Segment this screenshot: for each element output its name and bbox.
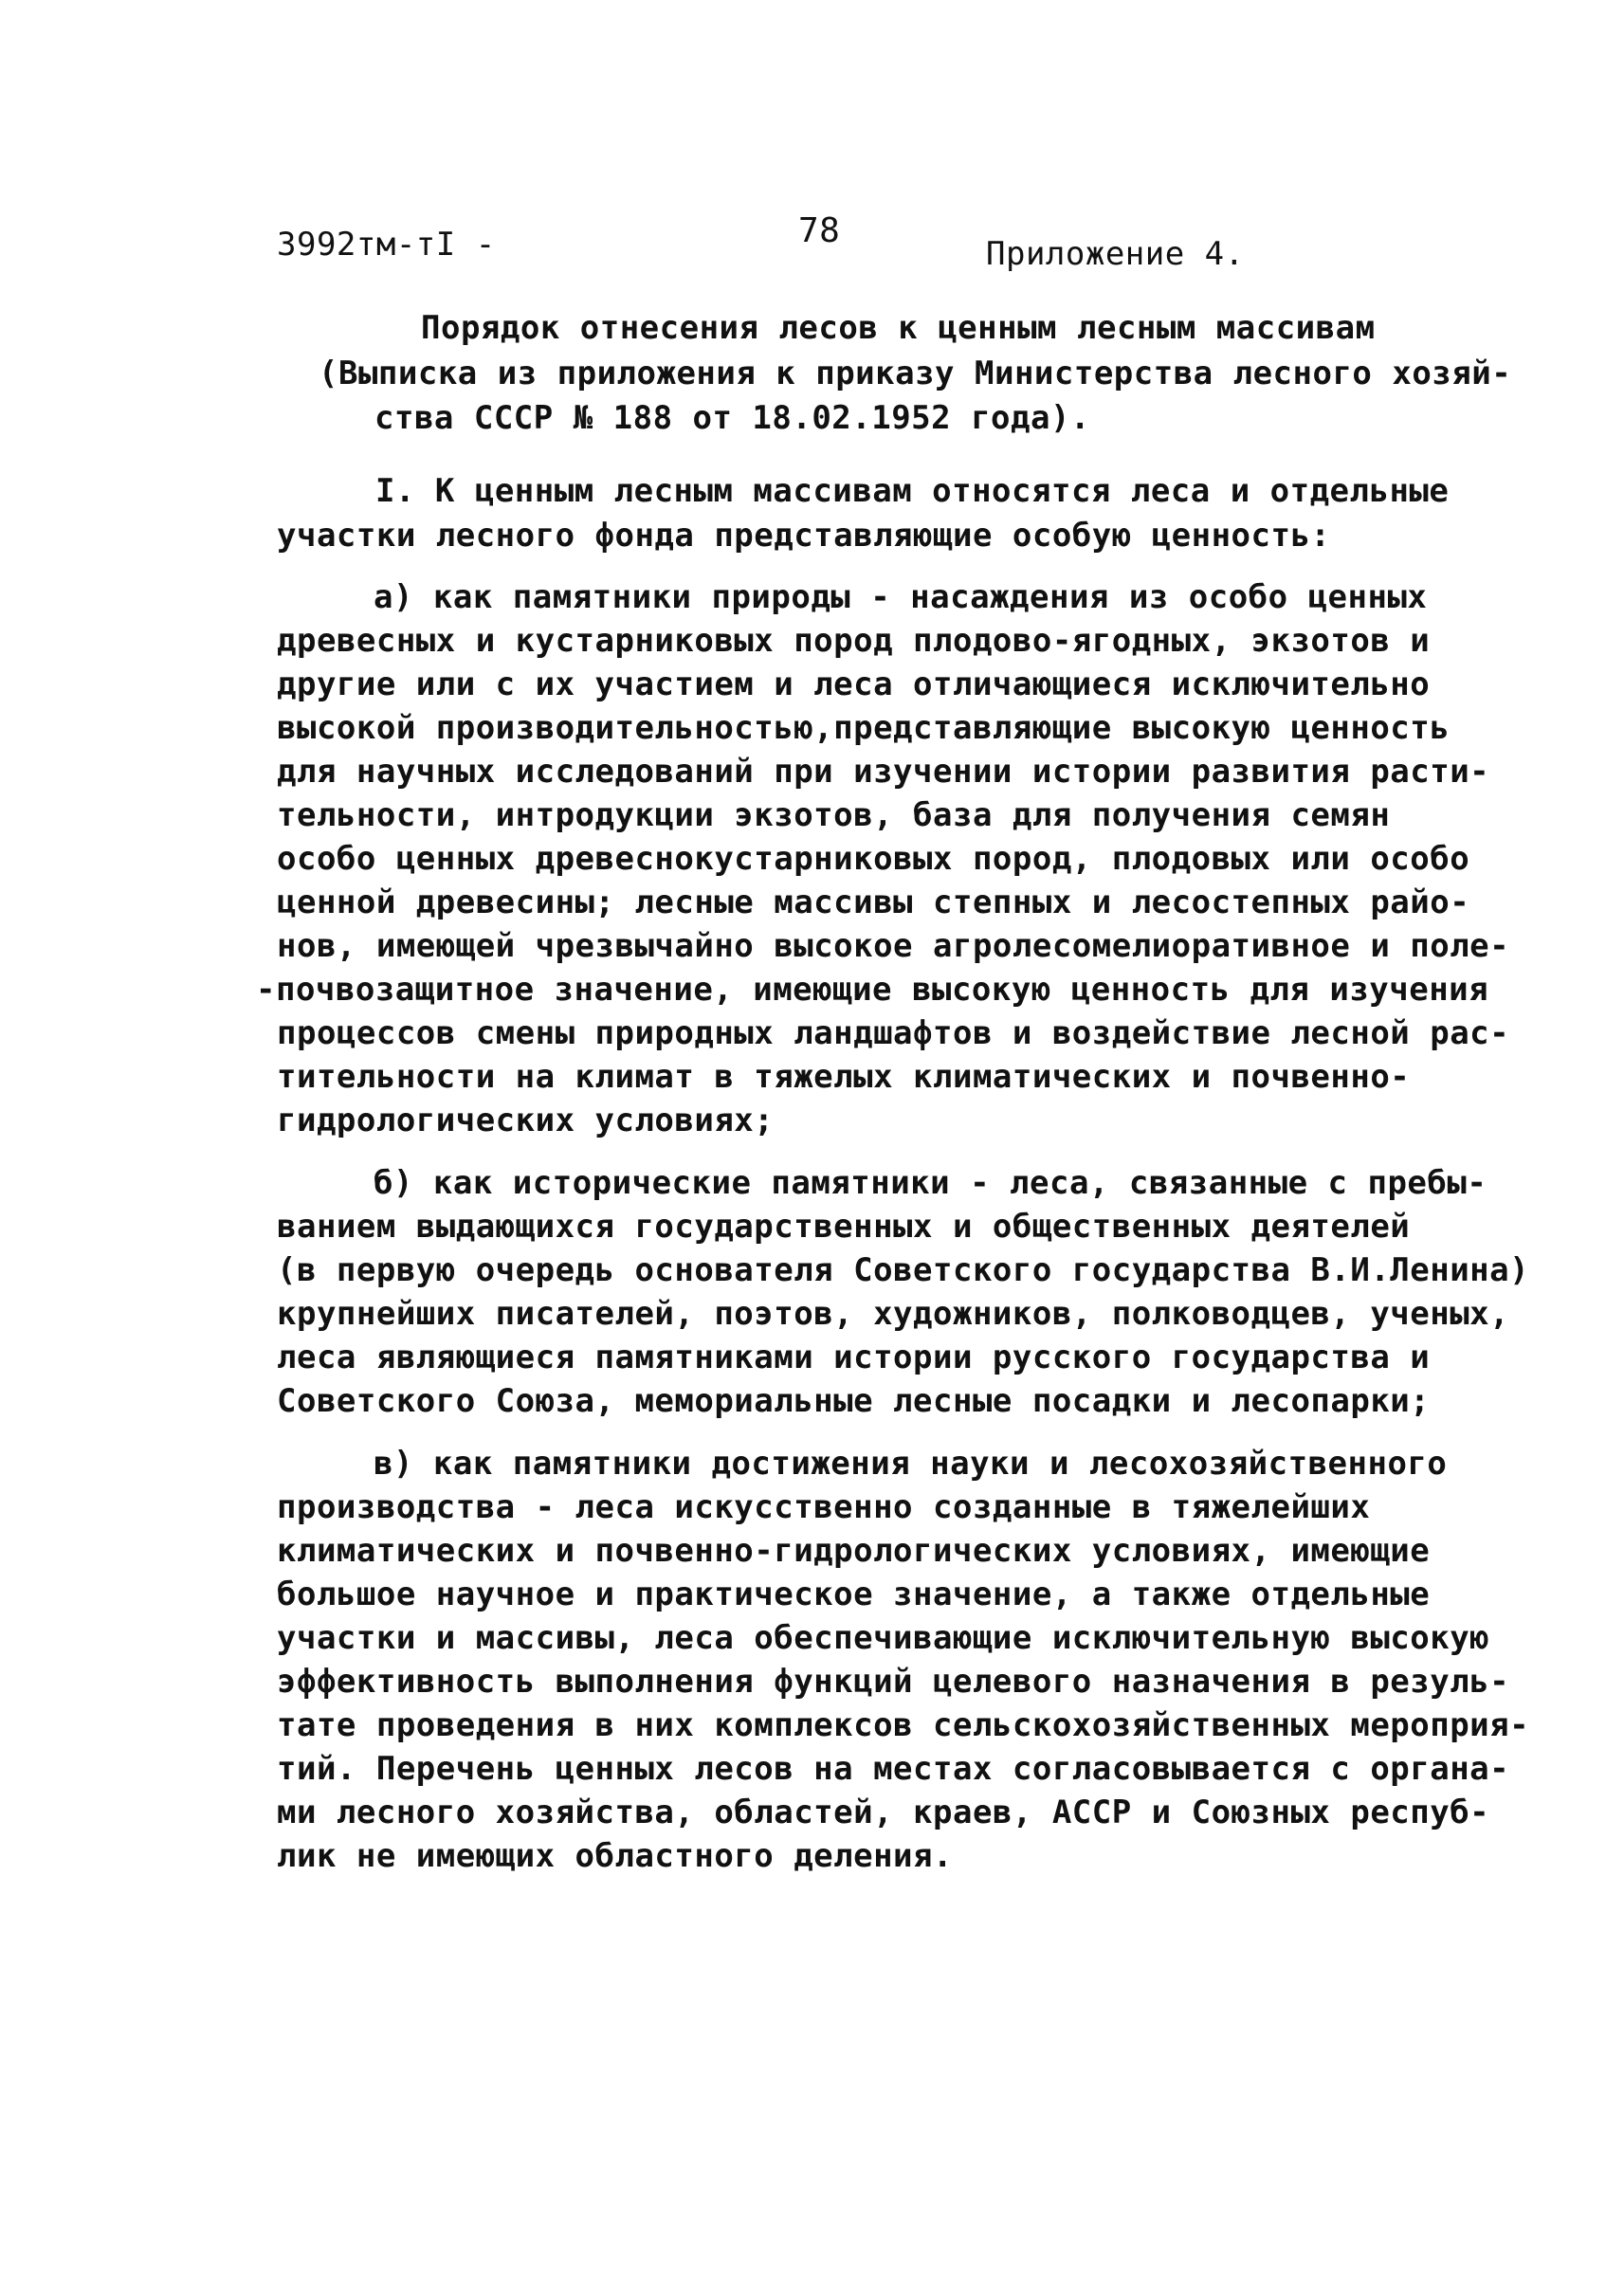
appendix-label: Приложение 4. [986,235,1245,273]
item-a-line: а) как памятники природы - насаждения из особо ценных [374,578,1428,616]
item-a-line: другие или с их участием и леса отличающиеся исключительно [277,665,1431,703]
title-line-3: ства СССР № 188 от 18.02.1952 года). [374,399,1090,437]
section1-line: участки лесного фонда представляющие особую ценность: [277,517,1331,555]
item-c-line: в) как памятники достижения науки и лесохозяйственного [374,1445,1448,1483]
item-a-line: ценной древесины; лесные массивы степных и лесостепных райо- [277,883,1470,921]
item-b-line: крупнейших писателей, поэтов, художников, полководцев, ученых, [277,1295,1510,1333]
title-line-2: (Выписка из приложения к приказу Министерства лесного хозяй- [319,355,1512,392]
item-b-line: ванием выдающихся государственных и общественных деятелей [277,1208,1411,1246]
item-b-line: Советского Союза, мемориальные лесные посадки и лесопарки; [277,1382,1431,1420]
item-c-line: участки и массивы, леса обеспечивающие исключительную высокую [277,1619,1490,1657]
item-c-line: большое научное и практическое значение, а также отдельные [277,1576,1431,1613]
item-a-line: нов, имеющей чрезвычайно высокое агролесомелиоративное и поле- [277,927,1510,965]
item-a-line: для научных исследований при изучении истории развития расти- [277,753,1490,791]
item-a-line: -почвозащитное значение, имеющие высокую ценность для изучения [256,971,1489,1009]
item-c-line: ми лесного хозяйства, областей, краев, АССР и Союзных респуб- [277,1794,1490,1831]
item-c-line: эффективность выполнения функций целевого назначения в резуль- [277,1663,1510,1701]
item-a-line: гидрологических условиях; [277,1102,775,1139]
item-a-line: тельности, интродукции экзотов, база для получения семян [277,796,1391,834]
item-a-line: тительности на климат в тяжелых климатических и почвенно- [277,1058,1411,1096]
item-a-line: древесных и кустарниковых пород плодово-ягодных, экзотов и [277,622,1431,660]
item-a-line: высокой производительностью,представляющие высокую ценность [277,709,1451,747]
item-c-line: производства - леса искусственно созданные в тяжелейших [277,1488,1371,1526]
item-c-line: тий. Перечень ценных лесов на местах согласовывается с органа- [277,1750,1510,1788]
item-a-line: процессов смены природных ландшафтов и воздействие лесной рас- [277,1014,1510,1052]
item-c-line: тате проведения в них комплексов сельскохозяйственных мероприя- [277,1706,1530,1744]
document-code: 3992тм-тI - [277,226,496,264]
item-b-line: (в первую очередь основателя Советского государства В.И.Ленина) [277,1251,1530,1289]
page-number: 78 [798,211,841,250]
item-a-line: особо ценных древеснокустарниковых пород, плодовых или особо [277,840,1470,878]
section1-line: I. К ценным лесным массивам относятся леса и отдельные [375,472,1450,510]
item-b-line: леса являющиеся памятниками истории русского государства и [277,1339,1431,1376]
item-c-line: лик не имеющих областного деления. [277,1837,953,1875]
item-c-line: климатических и почвенно-гидрологических условиях, имеющие [277,1532,1431,1570]
item-b-line: б) как исторические памятники - леса, связанные с пребы- [374,1164,1487,1202]
title-line-1: Порядок отнесения лесов к ценным лесным массивам [421,309,1376,347]
